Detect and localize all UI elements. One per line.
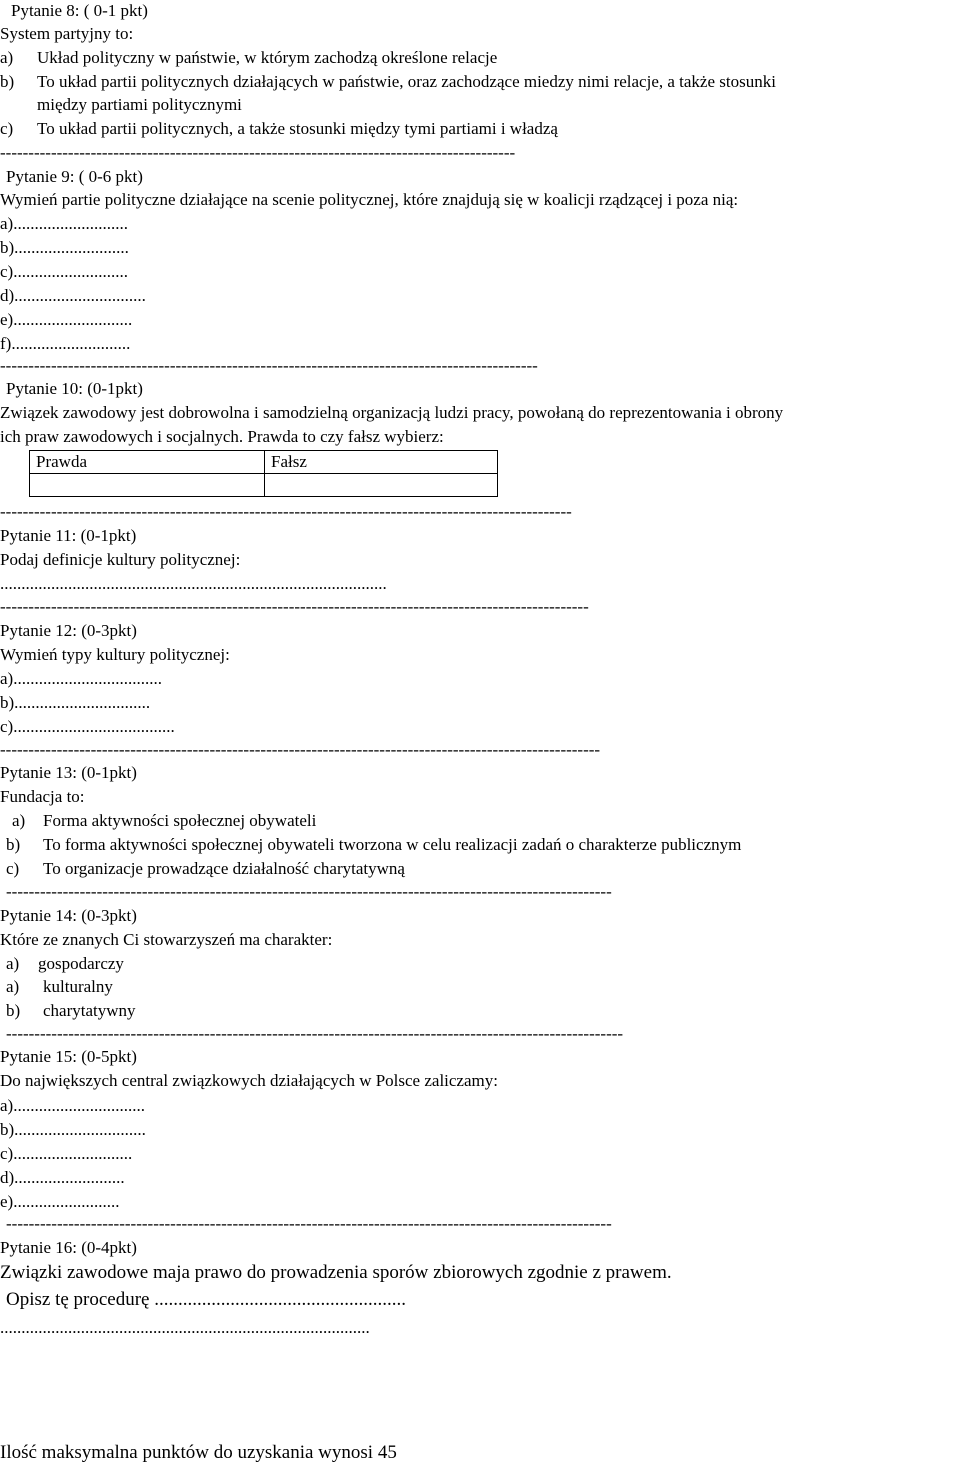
q9-title: Pytanie 9: ( 0-6 pkt) (6, 167, 143, 186)
q10-statement-line2: ich praw zawodowych i socjalnych. Prawda to czy fałsz wybierz: (0, 427, 444, 446)
q16-statement: Związki zawodowe maja prawo do prowadzenia sporów zbiorowych zgodnie z prawem. (0, 1262, 672, 1283)
option-text: To układ partii politycznych, a także stosunki między tymi partiami i władzą (37, 119, 558, 138)
option-label: a) (12, 811, 26, 830)
q8-option-a (0, 48, 497, 68)
true-column-header: Prawda (30, 451, 265, 474)
q15-answer-c: c)............................ (0, 1144, 133, 1163)
q9-answer-b: b)........................... (0, 238, 129, 257)
q12-answer-b: b)................................ (0, 693, 151, 712)
q11-title: Pytanie 11: (0-1pkt) (0, 526, 137, 545)
option-label: b) (0, 72, 15, 91)
false-column-header: Fałsz (265, 451, 498, 474)
q12-answer-a: a)................................... (0, 669, 162, 688)
option-label: b) (6, 1001, 21, 1020)
option-text: Forma aktywności społecznej obywateli (43, 811, 317, 830)
q12-answer-c: c)...................................... (0, 717, 175, 736)
option-text: kulturalny (43, 977, 113, 996)
q12-prompt: Wymień typy kultury politycznej: (0, 645, 230, 664)
q14-prompt: Które ze znanych Ci stowarzyszeń ma charakter: (0, 930, 333, 949)
option-text: Układ polityczny w państwie, w którym zachodzą określone relacje (37, 48, 498, 67)
separator: ----------------------------------------------------------------------------------------------------------- (6, 882, 612, 901)
option-text: To układ partii politycznych działających w państwie, oraz zachodzące miedzy nimi relacje, a także stosunki (37, 72, 776, 91)
q8-option-c (0, 119, 558, 139)
q13-option-c (6, 859, 405, 879)
q15-title: Pytanie 15: (0-5pkt) (0, 1047, 137, 1066)
separator: ----------------------------------------------------------------------------------------------------- (0, 502, 572, 521)
option-label: a) (6, 954, 20, 973)
q13-title: Pytanie 13: (0-1pkt) (0, 763, 137, 782)
q15-prompt: Do największych central związkowych działających w Polsce zaliczamy: (0, 1071, 498, 1090)
option-label: a) (6, 977, 20, 996)
q14-title: Pytanie 14: (0-3pkt) (0, 906, 137, 925)
q16-title: Pytanie 16: (0-4pkt) (0, 1238, 137, 1257)
q10-title: Pytanie 10: (0-1pkt) (6, 379, 143, 398)
option-text: To forma aktywności społecznej obywateli tworzona w celu realizacji zadań o charakterze publicznym (43, 835, 742, 854)
q13-option-b (6, 835, 741, 855)
q11-answer-line: ........................................................................................... (0, 574, 387, 593)
q9-answer-a: a)........................... (0, 214, 128, 233)
option-label: a) (0, 48, 14, 67)
option-label: c) (0, 119, 14, 138)
q14-option-charitable (6, 1001, 136, 1021)
true-false-table (29, 450, 498, 497)
q15-answer-a: a)............................... (0, 1096, 145, 1115)
q13-prompt: Fundacja to: (0, 787, 85, 806)
q8-title: Pytanie 8: ( 0-1 pkt) (11, 1, 148, 20)
q9-answer-c: c)........................... (0, 262, 128, 281)
option-text: charytatywny (43, 1001, 136, 1020)
q13-option-a (12, 811, 316, 831)
total-points-footer: Ilość maksymalna punktów do uzyskania wynosi 45 (0, 1442, 397, 1463)
separator: ----------------------------------------------------------------------------------------------- (0, 356, 538, 375)
q9-answer-f: f)............................ (0, 334, 131, 353)
q9-prompt: Wymień partie polityczne działające na scenie politycznej, które znajdują się w koalicji rządzącej i poza nią: (0, 190, 739, 209)
separator: ------------------------------------------------------------------------------------------------------------- (6, 1024, 624, 1043)
separator: -------------------------------------------------------------------------------------------------------- (0, 597, 589, 616)
q15-answer-e: e)......................... (0, 1192, 120, 1211)
separator: ------------------------------------------------------------------------------------------- (0, 143, 516, 162)
q9-answer-e: e)............................ (0, 310, 133, 329)
q11-prompt: Podaj definicje kultury politycznej: (0, 550, 241, 569)
q16-answer-line: ....................................................................................... (0, 1318, 370, 1337)
separator: ---------------------------------------------------------------------------------------------------------- (0, 740, 601, 759)
option-label: b) (6, 835, 21, 854)
q10-statement-line1: Związek zawodowy jest dobrowolna i samodzielną organizacją ludzi pracy, powołaną do reprezentowania i obrony (0, 403, 784, 422)
separator: ----------------------------------------------------------------------------------------------------------- (6, 1214, 612, 1233)
q14-option-cultural (6, 977, 113, 997)
q15-answer-d: d).......................... (0, 1168, 125, 1187)
option-text: gospodarczy (38, 954, 124, 973)
q8-prompt: System partyjny to: (0, 24, 134, 43)
q9-answer-d: d)............................... (0, 286, 146, 305)
option-label: c) (6, 859, 20, 878)
q8-option-b-continued: między partiami politycznymi (37, 95, 242, 114)
option-text: To organizacje prowadzące działalność charytatywną (43, 859, 405, 878)
q15-answer-b: b)............................... (0, 1120, 146, 1139)
q8-option-b (0, 72, 776, 92)
q12-title: Pytanie 12: (0-3pkt) (0, 621, 137, 640)
true-answer-cell[interactable] (30, 474, 265, 497)
false-answer-cell[interactable] (265, 474, 498, 497)
q14-option-economic (6, 954, 124, 974)
q16-prompt: Opisz tę procedurę ..................................................... (6, 1289, 406, 1310)
